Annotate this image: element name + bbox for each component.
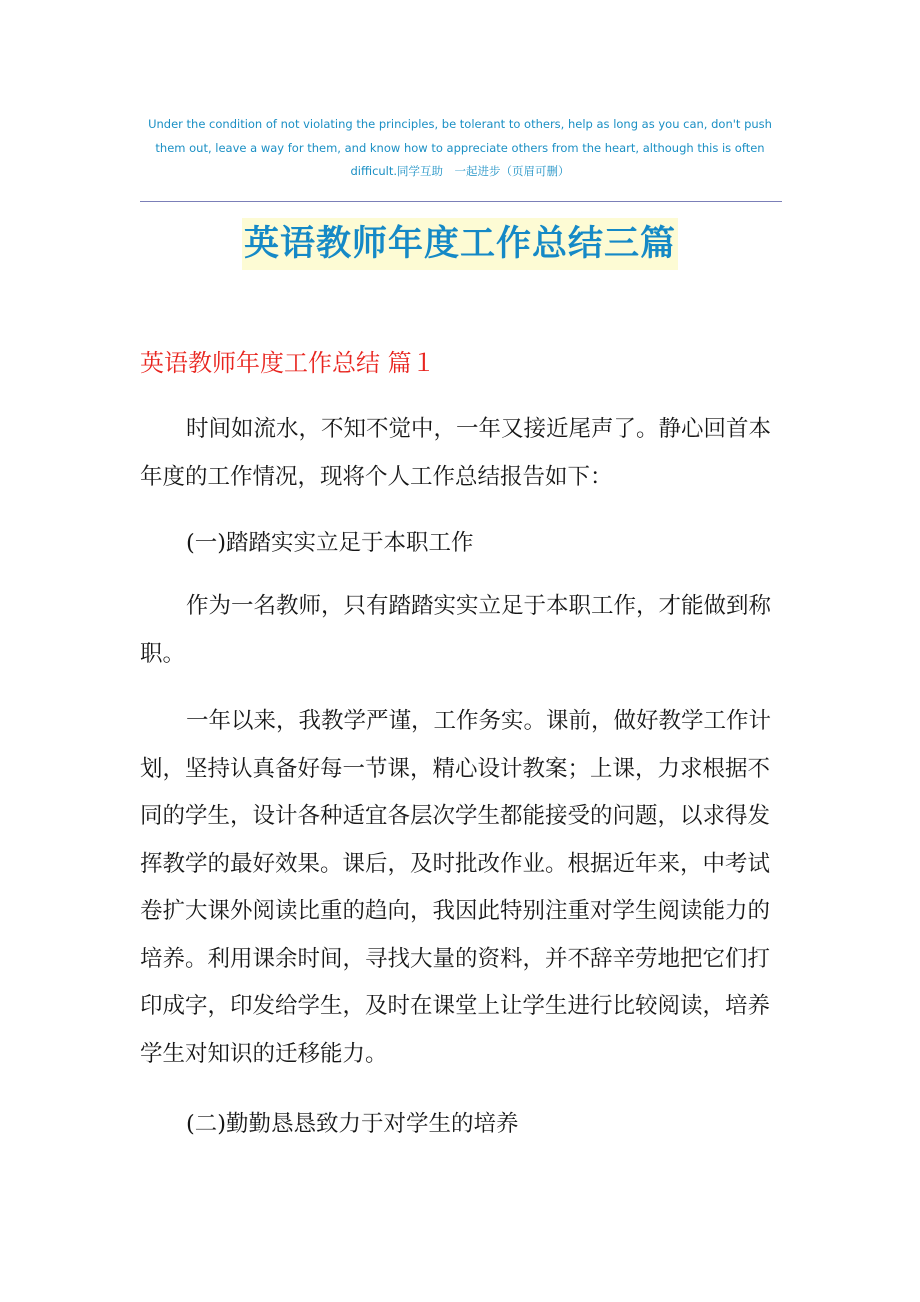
- page-header-note: Under the condition of not violating the principles, be tolerant to others, help as long as you can, don't push them out, leave a way for them, and know how to appreciate others from the heart, although this is often difficult.同学互助 一起进步（页眉可删）: [148, 117, 772, 178]
- header-divider: [140, 201, 782, 202]
- title-container: [0, 218, 920, 270]
- document-title: 英语教师年度工作总结三篇: [242, 218, 678, 270]
- paragraph-intro: 时间如流水，不知不觉中，一年又接近尾声了。静心回首本年度的工作情况，现将个人工作总结报告如下：: [140, 416, 772, 490]
- paragraph-teaching: 一年以来，我教学严谨，工作务实。课前，做好教学工作计划，坚持认真备好每一节课，精心设计教案；上课，力求根据不同的学生，设计各种适宜各层次学生都能接受的问题，以求得发挥教学的最好效果。课后，及时批改作业。根据近年来，中考试卷扩大课外阅读比重的趋向，我因此特别注重对学生阅读能力的培养。利用课余时间，寻找大量的资料，并不辞辛劳地把它们打印成字，印发给学生，及时在课堂上让学生进行比较阅读，培养学生对知识的迁移能力。: [140, 708, 772, 1067]
- subheading-one: (一)踏踏实实立足于本职工作: [186, 530, 474, 556]
- paragraph-duty: 作为一名教师，只有踏踏实实立足于本职工作，才能做到称职。: [140, 593, 772, 667]
- subheading-two: (二)勤勤恳恳致力于对学生的培养: [186, 1111, 519, 1137]
- section-heading: 英语教师年度工作总结 篇１: [140, 349, 436, 377]
